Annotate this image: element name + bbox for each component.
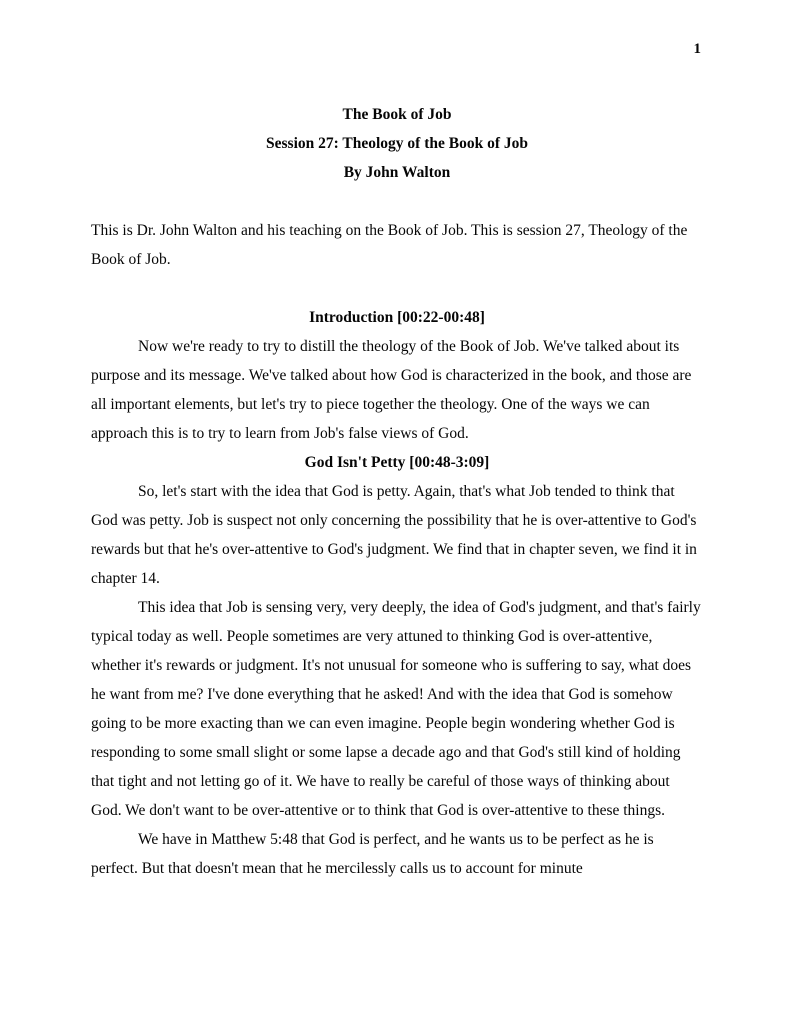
paragraph-god-isnt-petty-3: We have in Matthew 5:48 that God is perfect, and he wants us to be perfect as he is perfect. But that doesn't mean that he mercilessly calls us to account for minute (91, 831, 654, 877)
paragraph-god-isnt-petty-2: This idea that Job is sensing very, very deeply, the idea of God's judgment, and that's fairly typical today as well. People sometimes are very attuned to thinking God is over-attentive, whether it's rewards or judgment. It's not unusual for someone who is suffering to say, what does he want from me? I've done everything that he asked! And with the idea that God is somehow going to be more exacting than we can even imagine. People begin wondering whether God is responding to some small slight or some lapse a decade ago and that God's still kind of holding that tight and not letting go of it. We have to really be careful of those ways of thinking about God. We don't want to be over-attentive or to think that God is over-attentive to these things. (91, 599, 701, 819)
intro-paragraph: This is Dr. John Walton and his teaching on the Book of Job. This is session 27, Theology of the Book of Job. (91, 222, 688, 268)
document-title: The Book of Job (342, 106, 452, 123)
paragraph-god-isnt-petty-1: So, let's start with the idea that God is petty. Again, that's what Job tended to think that God was petty. Job is suspect not only concerning the possibility that he is over-attentive to God's rewards but that he's over-attentive to God's judgment. We find that in chapter seven, we find it in chapter 14. (91, 483, 697, 587)
page-number: 1 (693, 41, 701, 57)
document-author: By John Walton (343, 164, 451, 181)
paragraph-introduction-1: Now we're ready to try to distill the theology of the Book of Job. We've talked about its purpose and its message. We've talked about how God is characterized in the book, and those are all important elements, but let's try to piece together the theology. One of the ways we can approach this is to try to learn from Job's false views of God. (91, 338, 692, 442)
document-subtitle: Session 27: Theology of the Book of Job (266, 135, 528, 152)
blank-line (91, 274, 703, 303)
section-heading-introduction: Introduction [00:22-00:48] (309, 309, 485, 326)
blank-line (91, 187, 703, 216)
document-content (91, 100, 703, 883)
section-heading-god-isnt-petty: God Isn't Petty [00:48-3:09] (304, 454, 490, 471)
